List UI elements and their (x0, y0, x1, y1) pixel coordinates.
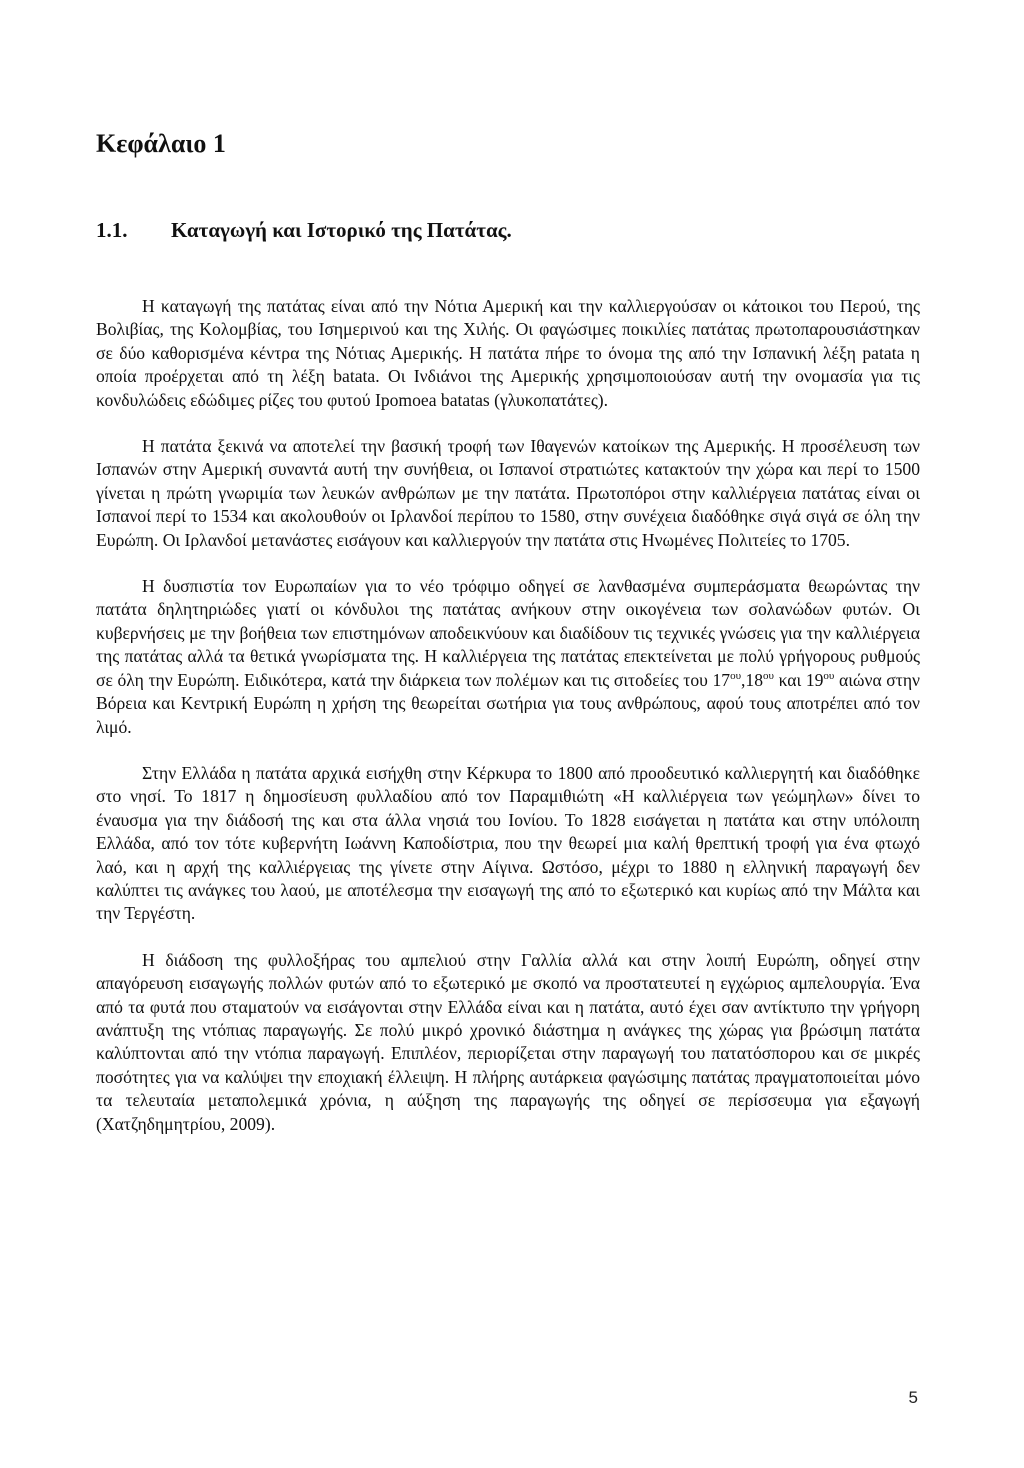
paragraph-greece: Στην Ελλάδα η πατάτα αρχικά εισήχθη στην Κέρκυρα το 1800 από προοδευτικό καλλιεργητή και διαδόθηκε στο νησί. Το 1817 η δημοσίευση φυλλαδίου από τον Παραμιθιώτη «Η καλλιέργεια των γεώμηλων» δίνει το έναυσμα για την διάδοσή της και στα άλλα νησιά του Ιονίου. Το 1828 εισάγεται η πατάτα και στην υπόλοιπη Ελλάδα, από τον τότε κυβερνήτη Ιωάννη Καποδίστρια, που την θεωρεί μια καλή θρεπτική τροφή για ένα φτωχό λαό, και η αρχή της καλλιέργειας της γίνετε στην Αίγινα. Ωστόσο, μέχρι το 1880 η ελληνική παραγωγή δεν καλύπτει τις ανάγκες του λαού, με αποτέλεσμα την εισαγωγή της από το εξωτερικό και κυρίως από την Μάλτα και την Τεργέστη. (96, 762, 920, 924)
century-18-suffix: ου (763, 669, 774, 682)
century-conjunction: και (773, 669, 806, 690)
century-separator: , (741, 669, 746, 690)
century-17-suffix: ου (730, 669, 742, 682)
body-text (96, 295, 920, 1136)
paragraph-europe (96, 575, 920, 739)
century-19: 19 (805, 669, 824, 690)
century-18: 18 (745, 669, 764, 690)
chapter-title: Κεφάλαιο 1 (96, 129, 226, 158)
paragraph-europe-text: Η δυσπιστία τον Ευρωπαίων για το νέο τρόφιμο οδηγεί σε λανθασμένα συμπεράσματα θεωρώντας την πατάτα δηλητηριώδες γιατί οι κόνδυλοι της πατάτας ανήκουν στην οικογένεια των σολανώδων φυτών. Οι κυβερνήσεις με την βοήθεια των επιστημόνων αποδεικνύουν και διαδίδουν τις τεχνικές γνώσεις για την καλλιέργεια της πατάτας αλλά τα θετικά γνωρίσματα της. Η καλλιέργεια της πατάτας επεκτείνεται με πολύ γρήγορους ρυθμούς σε όλη την Ευρώπη. Ειδικότερα, κατά την διάρκεια των πολέμων και τις σιτοδείες του (96, 576, 920, 690)
section-title: Καταγωγή και Ιστορικό της Πατάτας. (171, 218, 512, 242)
section-number: 1.1. (96, 218, 128, 242)
century-17: 17 (712, 669, 731, 690)
page-number: 5 (908, 1388, 918, 1407)
century-19-suffix: ου (823, 669, 835, 682)
paragraph-phylloxera: Η διάδοση της φυλλοξήρας του αμπελιού στην Γαλλία αλλά και στην λοιπή Ευρώπη, οδηγεί στην απαγόρευση εισαγωγής πολλών φυτών από το εξωτερικό με σκοπό να προστατευτεί η εγχώριος αμπελουργία. Ένα από τα φυτά που σταματούν να εισάγονται στην Ελλάδα είναι και η πατάτα, αυτό έχει σαν αντίκτυπο την γρήγορη ανάπτυξη της ντόπιας παραγωγής. Σε πολύ μικρό χρονικό διάστημα η ανάγκες της χώρας για βρώσιμη πατάτα καλύπτονται από την ντόπια παραγωγή. Επιπλέον, περιορίζεται στην παραγωγή του πατατόσπορου και σε μικρές ποσότητες για να καλύψει την εποχιακή έλλειψη. Η πλήρης αυτάρκεια φαγώσιμης πατάτας πραγματοποιείται μόνο τα τελευταία μεταπολεμικά χρόνια, η αύξηση της παραγωγής της οδηγεί σε περίσσευμα για εξαγωγή (Χατζηδημητρίου, 2009). (96, 949, 920, 1134)
section-heading (96, 218, 512, 243)
paragraph-spread-americas: Η πατάτα ξεκινά να αποτελεί την βασική τροφή των Ιθαγενών κατοίκων της Αμερικής. Η προσέλευση των Ισπανών στην Αμερική συναντά αυτή την συνήθεια, οι Ισπανοί στρατιώτες κατακτούν την χώρα και περί το 1500 γίνεται η πρώτη γνωριμία των λευκών ανθρώπων με την πατάτα. Πρωτοπόροι στην καλλιέργεια πατάτας είναι οι Ισπανοί περί το 1534 και ακολουθούν οι Ιρλανδοί περίπου το 1580, στην συνέχεια διαδόθηκε σιγά σιγά σε όλη την Ευρώπη. Οι Ιρλανδοί μετανάστες εισάγουν και καλλιεργούν την πατάτα στις Ηνωμένες Πολιτείες το 1705. (96, 436, 920, 550)
paragraph-europe-tail: αιώνα στην Βόρεια και Κεντρική Ευρώπη η χρήση της θεωρείται σωτήρια για τους ανθρώπους, αφού τους αποτρέπει από τον λιμό. (96, 669, 920, 737)
paragraph-origin: Η καταγωγή της πατάτας είναι από την Νότια Αμερική και την καλλιεργούσαν οι κάτοικοι του Περού, της Βολιβίας, της Κολομβίας, του Ισημερινού και της Χιλής. Οι φαγώσιμες ποικιλίες πατάτας πρωτοπαρουσιάστηκαν σε δύο καθορισμένα κέντρα της Νότιας Αμερικής. Η πατάτα πήρε το όνομα της από την Ισπανική λέξη patata η οποία προέρχεται από τη λέξη batata. Οι Ινδιάνοι της Αμερικής χρησιμοποιούσαν αυτή την ονομασία για τις κονδυλώδεις εδώδιμες ρίζες του φυτού Ipomoea batatas (γλυκοπατάτες). (96, 296, 920, 410)
